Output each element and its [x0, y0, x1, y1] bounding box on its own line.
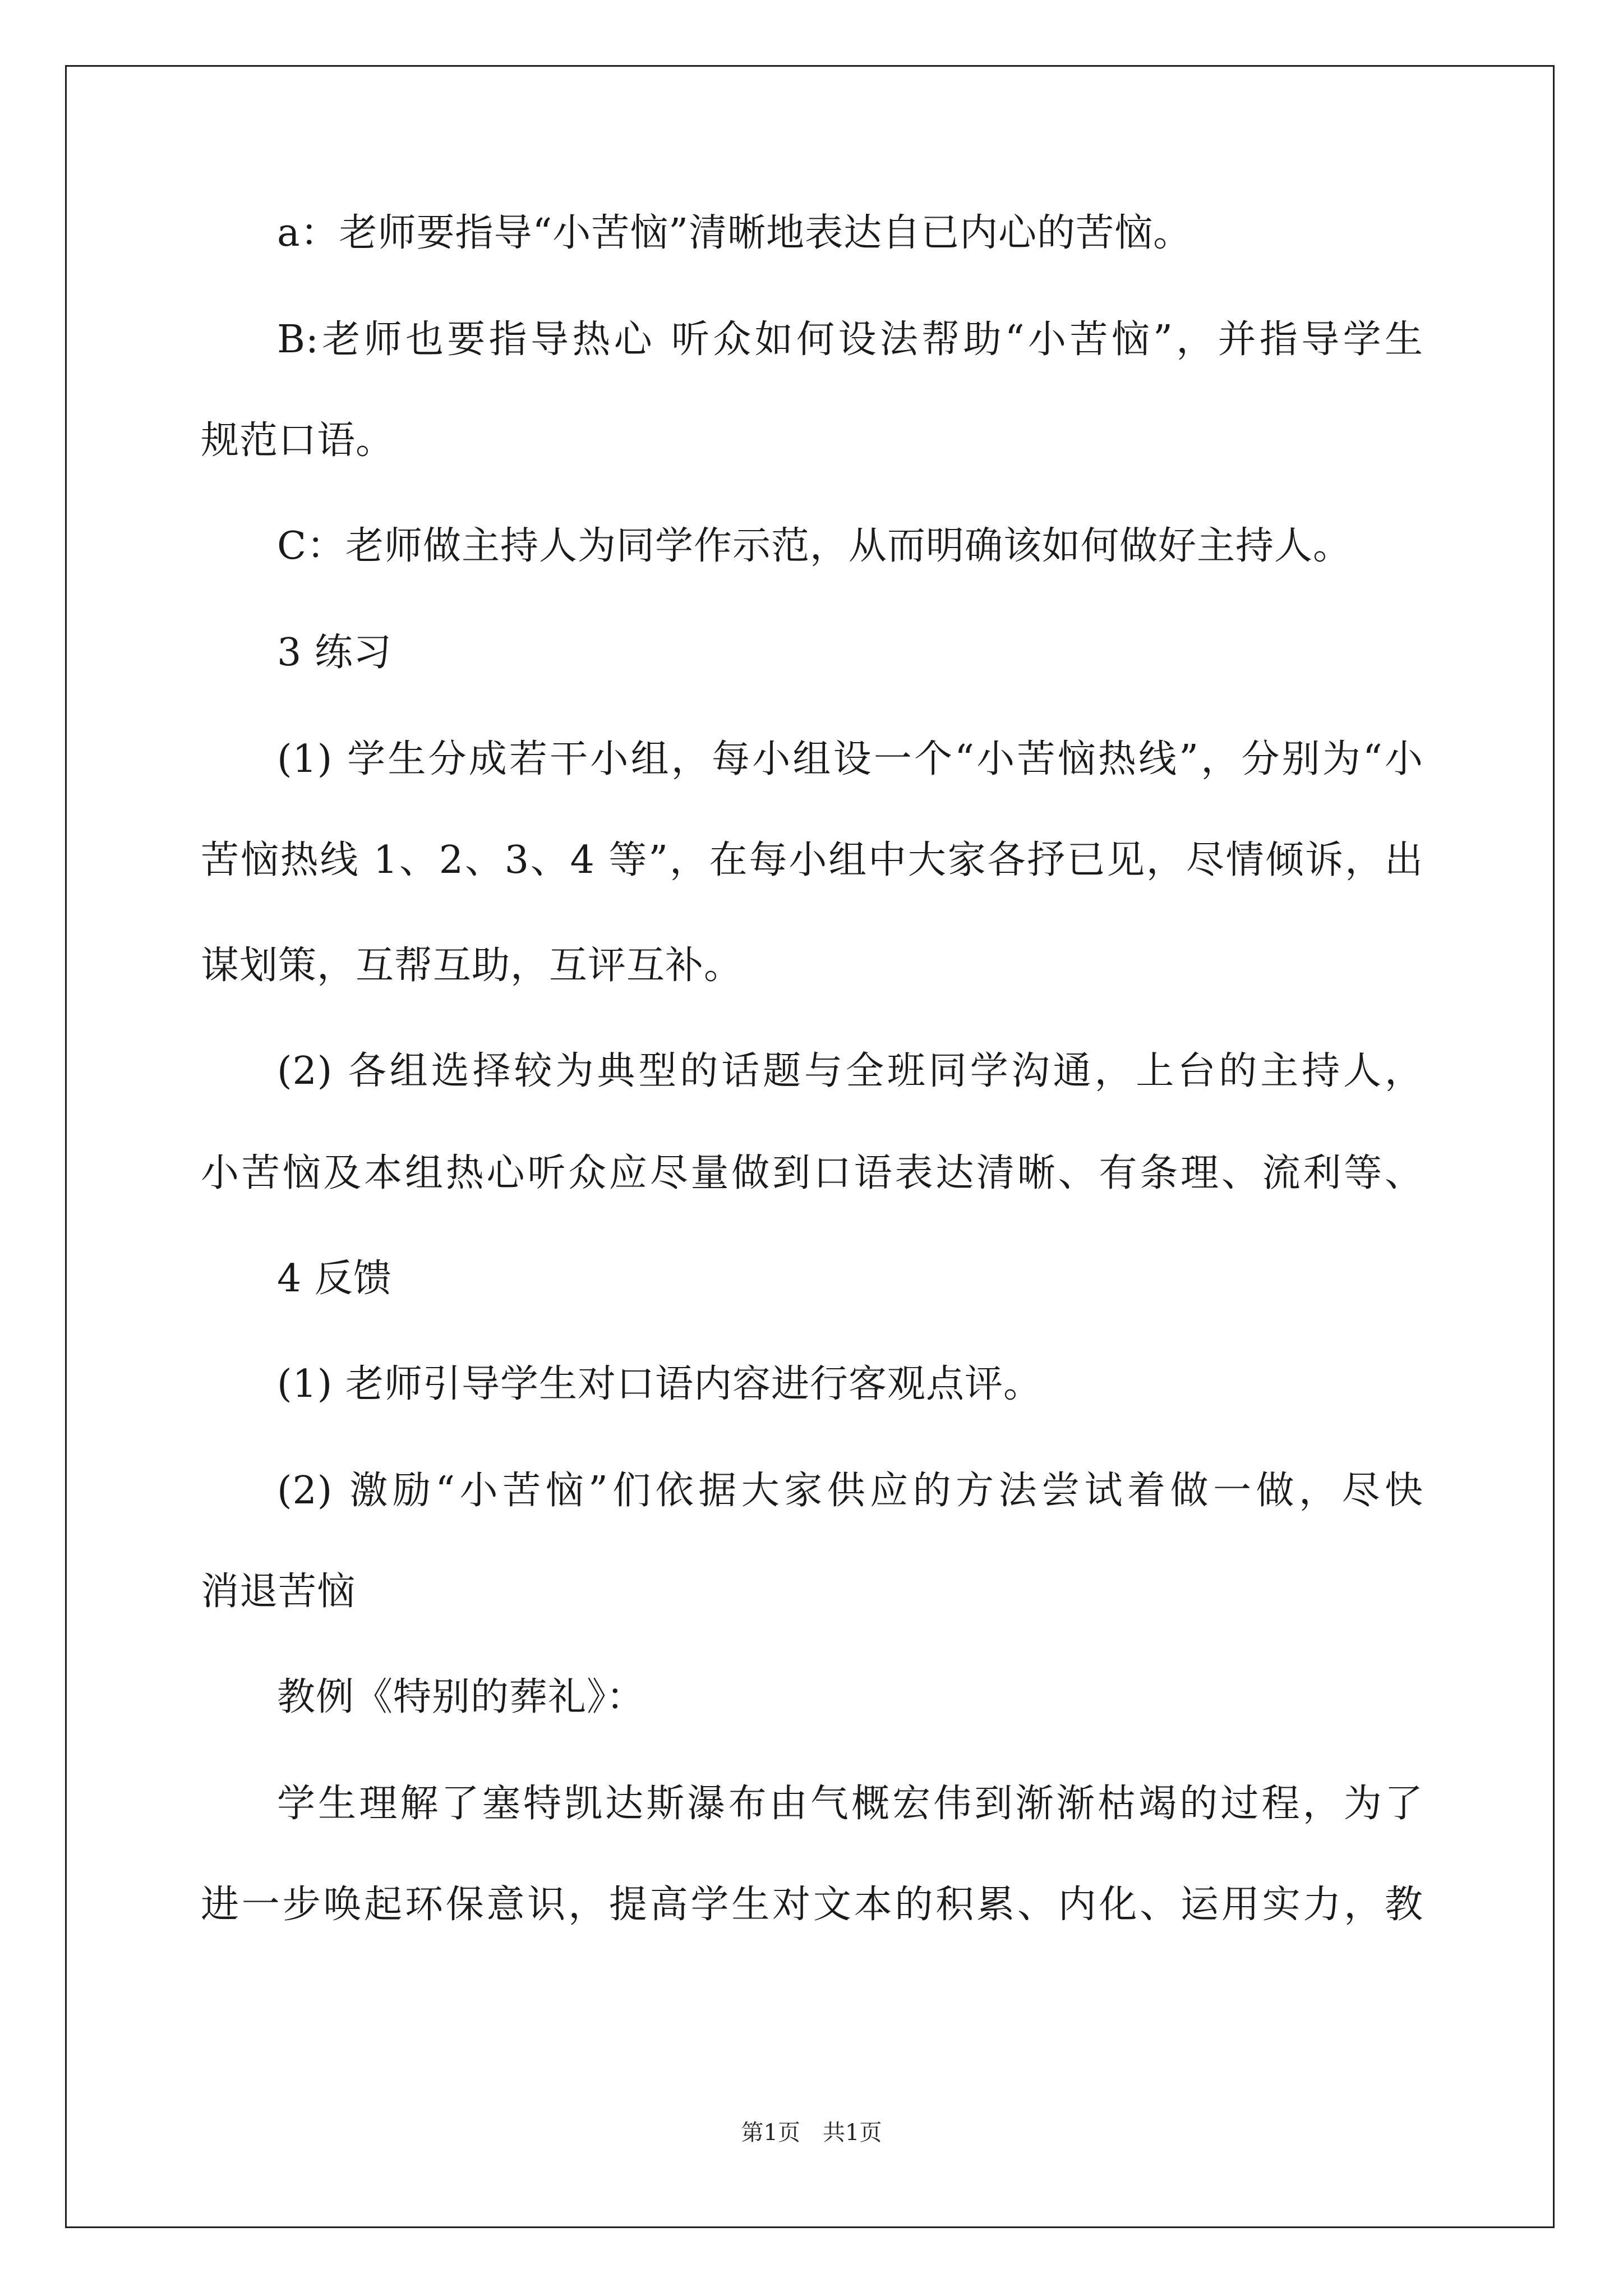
paragraph-line: (2) 各组选择较为典型的话题与全班同学沟通，上台的主持人， — [277, 1049, 1423, 1093]
paragraph-line: 消退苦恼 — [201, 1570, 356, 1614]
paragraph-line: 苦恼热线 1、2、3、4 等”，在每小组中大家各抒已见，尽情倾诉，出 — [201, 838, 1423, 882]
paragraph-line: 进一步唤起环保意识，提高学生对文本的积累、内化、运用实力，教 — [201, 1883, 1423, 1927]
page-footer: 第1页 共1页 — [741, 2120, 882, 2146]
paragraph-line: (2) 激励“小苦恼”们依据大家供应的方法尝试着做一做，尽快 — [277, 1469, 1423, 1513]
paragraph-line: (1) 学生分成若干小组，每小组设一个“小苦恼热线”，分别为“小 — [277, 737, 1423, 781]
paragraph-line: B:老师也要指导热心 听众如何设法帮助“小苦恼”，并指导学生 — [277, 318, 1423, 362]
section-heading: 4 反馈 — [277, 1257, 392, 1301]
paragraph-line: 规范口语。 — [201, 418, 395, 463]
paragraph-line: a：老师要指导“小苦恼”清晰地表达自已内心的苦恼。 — [277, 211, 1192, 255]
paragraph-line: C：老师做主持人为同学作示范，从而明确该如何做好主持人。 — [277, 524, 1352, 568]
paragraph-line: 谋划策，互帮互助，互评互补。 — [201, 944, 743, 988]
section-heading: 3 练习 — [277, 631, 392, 675]
paragraph-line: 小苦恼及本组热心听众应尽量做到口语表达清晰、有条理、流利等、 — [201, 1151, 1423, 1195]
paragraph-line: (1) 老师引导学生对口语内容进行客观点评。 — [277, 1362, 1042, 1406]
paragraph-line: 教例《特别的葬礼》： — [277, 1675, 645, 1719]
paragraph-line: 学生理解了塞特凯达斯瀑布由气概宏伟到渐渐枯竭的过程，为了 — [277, 1782, 1423, 1826]
